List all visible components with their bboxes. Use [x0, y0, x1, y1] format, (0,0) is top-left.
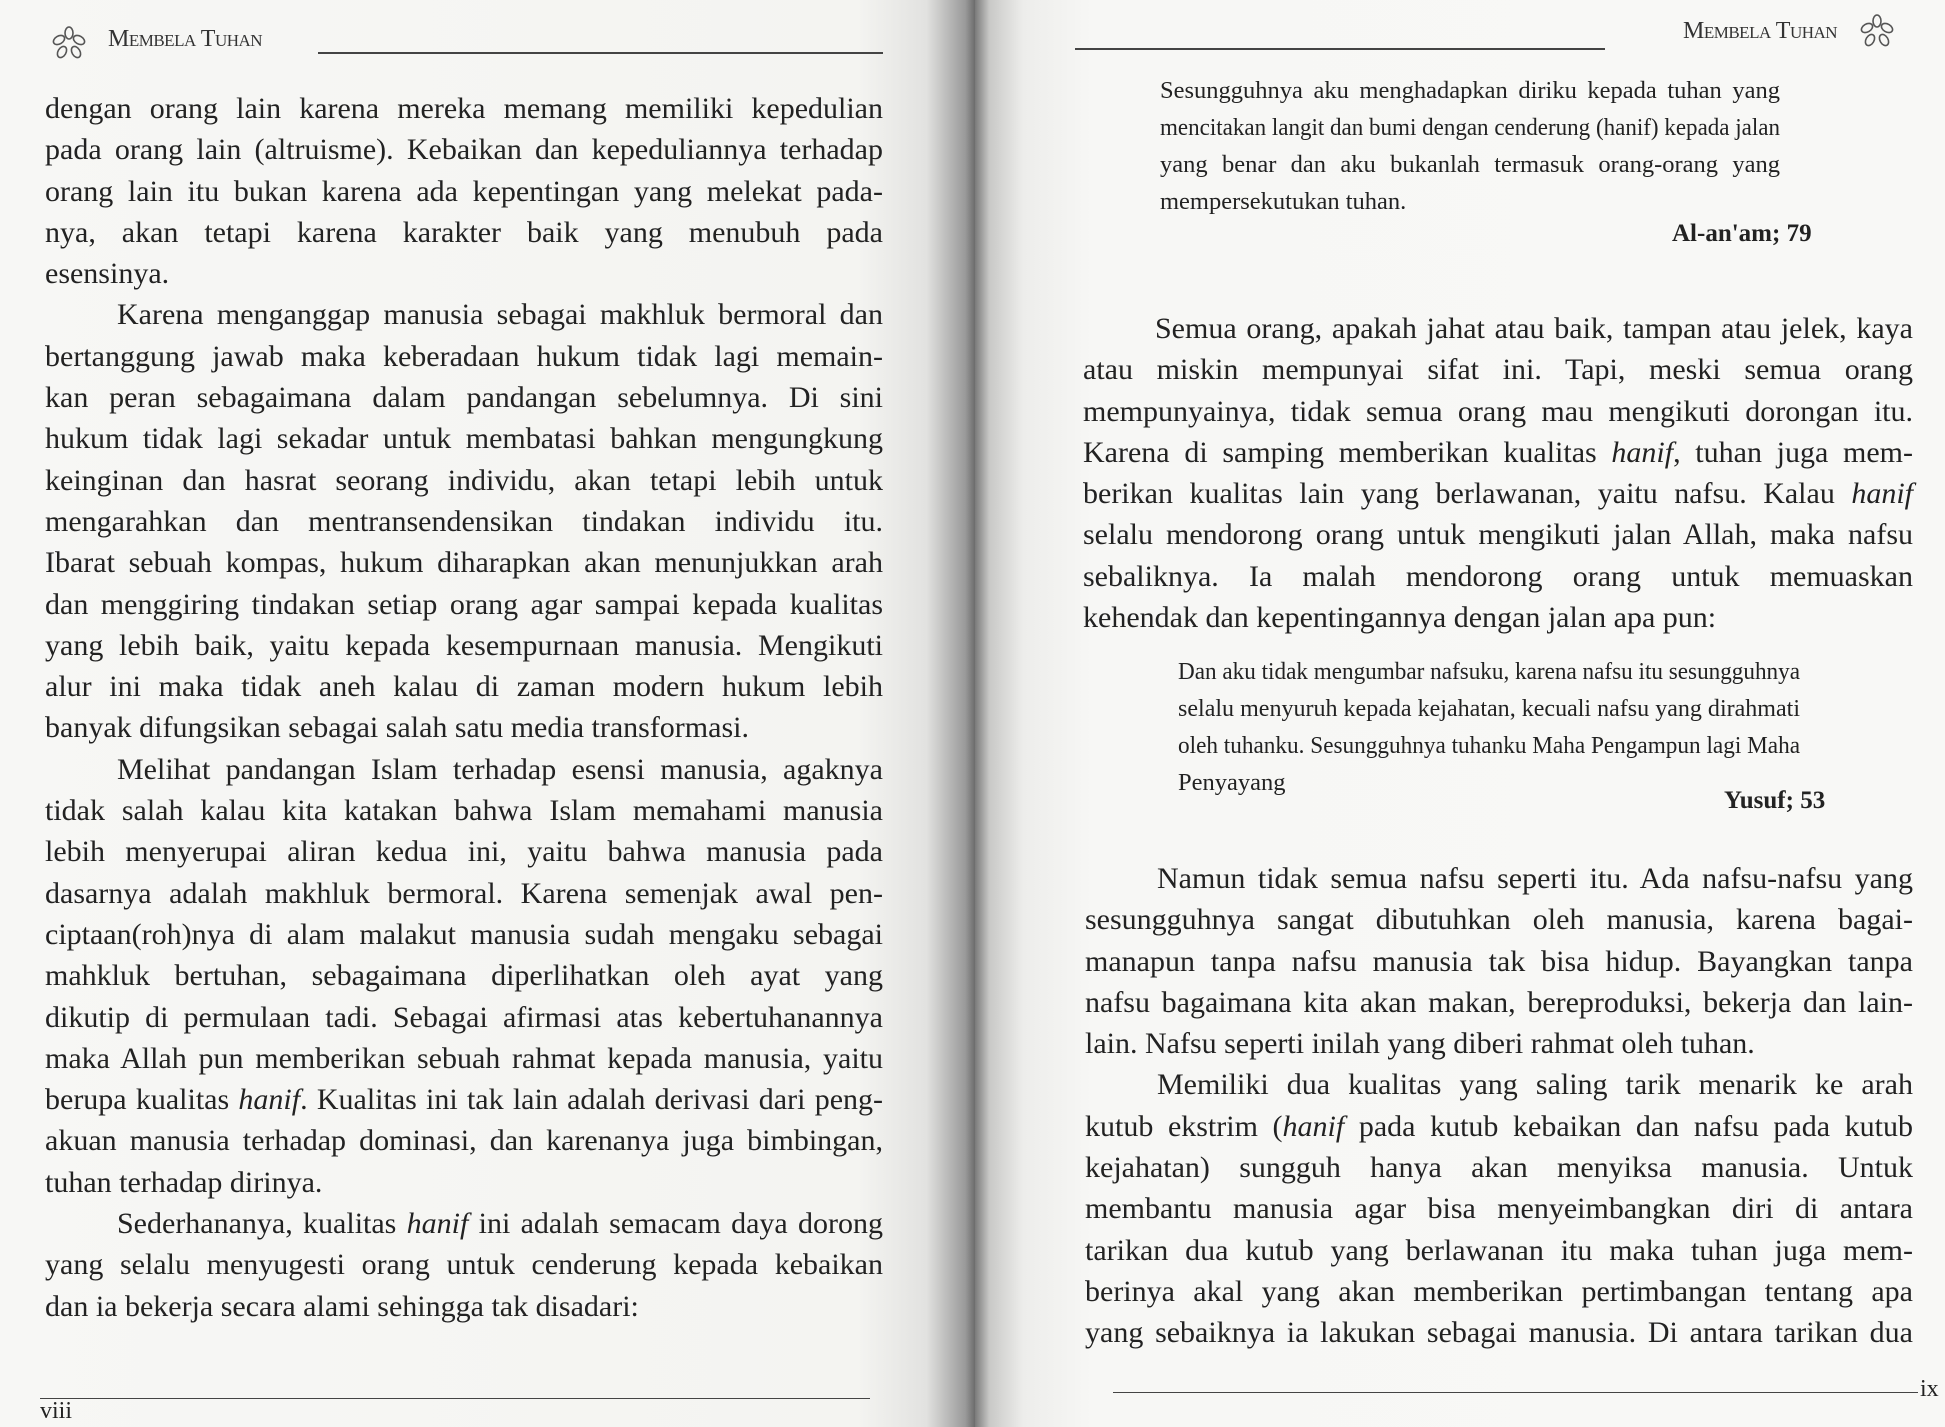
- right-body-text: [1085, 858, 1913, 1354]
- text-line: banyak difungsikan sebagai salah satu media transformasi.: [45, 711, 749, 745]
- text-line: lain. Nafsu seperti inilah yang diberi rahmat oleh tuhan.: [1085, 1027, 1755, 1061]
- text-line: lebih menyerupai aliran kedua ini, yaitu bahwa manusia pada: [45, 835, 883, 869]
- text-line: kejahatan) sungguh hanya akan menyiksa manusia. Untuk: [1085, 1151, 1913, 1185]
- text-line: tarikan dua kutub yang berlawanan itu maka tuhan juga mem-: [1085, 1233, 1913, 1267]
- text-line: manapun tanpa nafsu manusia tak bisa hidup. Bayangkan tanpa: [1085, 944, 1913, 978]
- text-line: berupa kualitas hanif. Kualitas ini tak lain adalah derivasi dari peng-: [45, 1083, 883, 1117]
- text-line: yang selalu menyugesti orang untuk cenderung kepada kebaikan: [45, 1248, 883, 1282]
- italic-term: hanif: [1282, 1109, 1345, 1143]
- text-line: kan peran sebagaimana dalam pandangan sebelumnya. Di sini: [45, 381, 883, 415]
- quote-citation: Al-an'am; 79: [1672, 220, 1812, 247]
- italic-term: hanif: [238, 1083, 301, 1117]
- text-line: Sesungguhnya aku menghadapkan diriku kepada tuhan yang: [1160, 77, 1780, 104]
- text-line: dasarnya adalah makhluk bermoral. Karena semenjak awal pen-: [45, 876, 883, 910]
- flower-ornament-icon: [1860, 14, 1894, 48]
- page-number: viii: [40, 1398, 73, 1424]
- flower-ornament-icon: [52, 26, 86, 60]
- text-line: berinya akal yang akan memberikan pertimbangan tentang apa: [1085, 1274, 1913, 1308]
- text-line: Memiliki dua kualitas yang saling tarik menarik ke arah: [1157, 1068, 1913, 1102]
- left-body-text: [45, 88, 883, 1327]
- quote-yusuf: [1178, 653, 1800, 801]
- text-line: tuhan terhadap dirinya.: [45, 1165, 323, 1199]
- italic-term: hanif: [1851, 477, 1913, 511]
- text-line: berikan kualitas lain yang berlawanan, yaitu nafsu. Kalau hanif: [1083, 477, 1913, 511]
- text-line: pada orang lain (altruisme). Kebaikan dan kepeduliannya terhadap: [45, 133, 883, 167]
- text-line: Melihat pandangan Islam terhadap esensi manusia, agaknya: [117, 752, 883, 786]
- text-line: nya, akan tetapi karena karakter baik yang menubuh pada: [45, 215, 883, 249]
- italic-term: hanif: [406, 1207, 469, 1241]
- text-line: Namun tidak semua nafsu seperti itu. Ada nafsu-nafsu yang: [1157, 862, 1913, 895]
- text-line: keinginan dan hasrat seorang individu, akan tetapi lebih untuk: [45, 463, 883, 497]
- text-line: yang benar dan aku bukanlah termasuk orang-orang yang: [1160, 151, 1780, 178]
- text-line: bertanggung jawab maka keberadaan hukum tidak lagi memain-: [45, 339, 883, 373]
- text-line: Karena menganggap manusia sebagai makhluk bermoral dan: [117, 298, 883, 332]
- text-line: Sederhananya, kualitas hanif ini adalah semacam daya dorong: [117, 1207, 883, 1241]
- text-line: sebaliknya. Ia malah mendorong orang untuk memuaskan: [1083, 559, 1913, 593]
- text-line: Semua orang, apakah jahat atau baik, tampan atau jelek, kaya: [1155, 312, 1913, 345]
- text-line: mempersekutukan tuhan.: [1160, 188, 1407, 215]
- text-line: oleh tuhanku. Sesungguhnya tuhanku Maha Pengampun lagi Maha: [1178, 732, 1800, 759]
- text-line: membantu manusia agar bisa menyeimbangkan diri di antara: [1085, 1192, 1913, 1226]
- text-line: orang lain itu bukan karena ada kepentingan yang melekat pada-: [45, 174, 883, 208]
- text-line: yang sebaiknya ia lakukan sebagai manusia. Di antara tarikan dua: [1085, 1316, 1913, 1350]
- text-line: tidak salah kalau kita katakan bahwa Islam memahami manusia: [45, 794, 883, 828]
- text-line: maka Allah pun memberikan sebuah rahmat kepada manusia, yaitu: [45, 1041, 883, 1075]
- text-line: kutub ekstrim (hanif pada kutub kebaikan dan nafsu pada kutub: [1085, 1109, 1914, 1143]
- text-line: yang lebih baik, yaitu kepada kesempurnaan manusia. Mengikuti: [45, 628, 883, 662]
- text-line: kehendak dan kepentingannya dengan jalan apa pun:: [1083, 601, 1717, 635]
- text-line: mencitakan langit dan bumi dengan cenderung (hanif) kepada jalan: [1160, 114, 1780, 141]
- running-head: Membela Tuhan: [108, 26, 263, 52]
- text-line: mengarahkan dan mentransendensikan tindakan individu itu.: [45, 504, 883, 538]
- text-line: dikutip di permulaan tadi. Sebagai afirmasi atas kebertuhanannya: [45, 1000, 883, 1034]
- text-line: dengan orang lain karena mereka memang memiliki kepedulian: [45, 92, 883, 125]
- footer-rule: [40, 1398, 870, 1399]
- quote-citation: Yusuf; 53: [1724, 787, 1826, 814]
- text-line: atau miskin mempunyai sifat ini. Tapi, meski semua orang: [1083, 353, 1913, 387]
- right-page: [975, 0, 1945, 1427]
- text-line: Ibarat sebuah kompas, hukum diharapkan akan menunjukkan arah: [45, 546, 883, 580]
- text-line: ciptaan(roh)nya di alam malakut manusia sudah mengaku sebagai: [45, 917, 883, 951]
- text-line: akuan manusia terhadap dominasi, dan karenanya juga bimbingan,: [45, 1124, 883, 1158]
- text-line: Penyayang: [1178, 769, 1286, 796]
- text-line: Karena di samping memberikan kualitas hanif, tuhan juga mem-: [1083, 435, 1913, 469]
- text-line: Dan aku tidak mengumbar nafsuku, karena nafsu itu sesungguhnya: [1178, 658, 1800, 685]
- text-line: dan menggiring tindakan setiap orang agar sampai kepada kualitas: [45, 587, 883, 621]
- text-line: alur ini maka tidak aneh kalau di zaman modern hukum lebih: [45, 670, 883, 704]
- text-line: selalu mendorong orang untuk mengikuti jalan Allah, maka nafsu: [1083, 518, 1913, 552]
- quote-al-anam: [1160, 72, 1780, 220]
- text-line: selalu menyuruh kepada kejahatan, kecuali nafsu yang dirahmati: [1178, 695, 1801, 722]
- page-number: ix: [1920, 1376, 1939, 1402]
- right-paragraph-1: [1083, 308, 1913, 638]
- text-line: mempunyainya, tidak semua orang mau mengikuti dorongan itu.: [1083, 394, 1913, 428]
- text-line: sesungguhnya sangat dibutuhkan oleh manusia, karena bagai-: [1085, 903, 1913, 937]
- text-line: esensinya.: [45, 257, 170, 291]
- text-line: mahkluk bertuhan, sebagaimana diperlihatkan oleh ayat yang: [45, 959, 883, 993]
- footer-rule: [1113, 1392, 1918, 1393]
- text-line: dan ia bekerja secara alami sehingga tak disadari:: [45, 1289, 639, 1323]
- running-head: Membela Tuhan: [1683, 18, 1838, 44]
- italic-term: hanif: [1611, 435, 1674, 469]
- header-rule: [318, 52, 883, 54]
- header-rule: [1075, 48, 1605, 50]
- text-line: nafsu bagaimana kita akan makan, bereproduksi, bekerja dan lain-: [1085, 985, 1913, 1019]
- text-line: hukum tidak lagi sekadar untuk membatasi bahkan mengungkung: [45, 422, 883, 456]
